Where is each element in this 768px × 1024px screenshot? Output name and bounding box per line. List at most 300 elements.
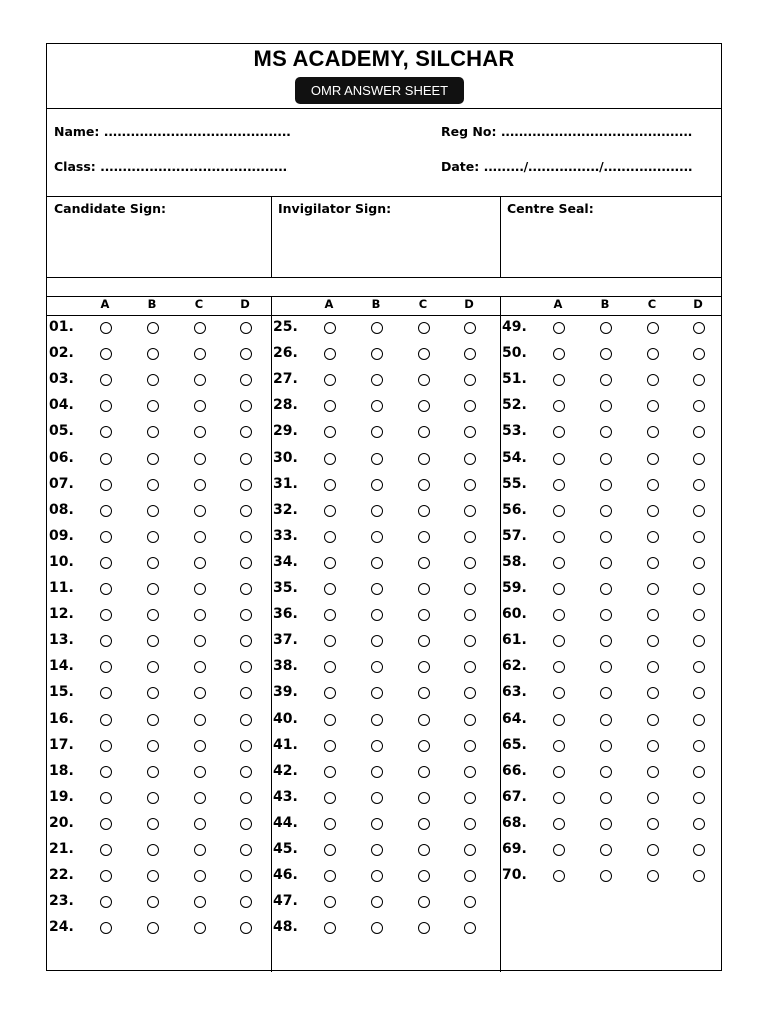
answer-bubble-6-d[interactable] [240, 453, 252, 465]
answer-bubble-36-b[interactable] [371, 609, 383, 621]
answer-bubble-22-a[interactable] [100, 870, 112, 882]
answer-bubble-58-b[interactable] [600, 557, 612, 569]
answer-bubble-15-b[interactable] [147, 687, 159, 699]
answer-bubble-39-a[interactable] [324, 687, 336, 699]
answer-bubble-63-a[interactable] [553, 687, 565, 699]
answer-bubble-37-d[interactable] [464, 635, 476, 647]
answer-bubble-51-d[interactable] [693, 374, 705, 386]
answer-bubble-23-d[interactable] [240, 896, 252, 908]
answer-bubble-32-a[interactable] [324, 505, 336, 517]
answer-bubble-43-d[interactable] [464, 792, 476, 804]
answer-bubble-9-c[interactable] [194, 531, 206, 543]
reg-no-field[interactable]: Reg No: ........................................... [441, 124, 693, 139]
answer-bubble-29-b[interactable] [371, 426, 383, 438]
class-blank[interactable]: .......................................... [100, 159, 287, 174]
answer-bubble-24-a[interactable] [100, 922, 112, 934]
answer-bubble-27-b[interactable] [371, 374, 383, 386]
answer-bubble-29-a[interactable] [324, 426, 336, 438]
answer-bubble-57-d[interactable] [693, 531, 705, 543]
answer-bubble-27-a[interactable] [324, 374, 336, 386]
answer-bubble-17-a[interactable] [100, 740, 112, 752]
answer-bubble-56-b[interactable] [600, 505, 612, 517]
answer-bubble-11-a[interactable] [100, 583, 112, 595]
answer-bubble-69-c[interactable] [647, 844, 659, 856]
answer-bubble-62-d[interactable] [693, 661, 705, 673]
answer-bubble-33-b[interactable] [371, 531, 383, 543]
answer-bubble-41-d[interactable] [464, 740, 476, 752]
answer-bubble-58-c[interactable] [647, 557, 659, 569]
answer-bubble-47-d[interactable] [464, 896, 476, 908]
answer-bubble-62-b[interactable] [600, 661, 612, 673]
answer-bubble-27-c[interactable] [418, 374, 430, 386]
answer-bubble-2-c[interactable] [194, 348, 206, 360]
answer-bubble-35-a[interactable] [324, 583, 336, 595]
answer-bubble-47-b[interactable] [371, 896, 383, 908]
answer-bubble-36-a[interactable] [324, 609, 336, 621]
answer-bubble-41-a[interactable] [324, 740, 336, 752]
answer-bubble-39-c[interactable] [418, 687, 430, 699]
answer-bubble-41-b[interactable] [371, 740, 383, 752]
answer-bubble-67-a[interactable] [553, 792, 565, 804]
question-number: 55. [502, 475, 527, 492]
answer-bubble-19-d[interactable] [240, 792, 252, 804]
name-field[interactable]: Name: .......................................... [54, 124, 291, 139]
date-blank[interactable]: ........./................/.................... [483, 159, 693, 174]
answer-bubble-55-d[interactable] [693, 479, 705, 491]
answer-bubble-59-d[interactable] [693, 583, 705, 595]
answer-bubble-70-c[interactable] [647, 870, 659, 882]
answer-bubble-22-c[interactable] [194, 870, 206, 882]
answer-bubble-37-c[interactable] [418, 635, 430, 647]
answer-bubble-23-b[interactable] [147, 896, 159, 908]
answer-bubble-31-b[interactable] [371, 479, 383, 491]
answer-bubble-44-d[interactable] [464, 818, 476, 830]
answer-bubble-35-d[interactable] [464, 583, 476, 595]
answer-bubble-35-b[interactable] [371, 583, 383, 595]
answer-bubble-3-c[interactable] [194, 374, 206, 386]
answer-bubble-68-c[interactable] [647, 818, 659, 830]
answer-bubble-10-c[interactable] [194, 557, 206, 569]
answer-bubble-19-c[interactable] [194, 792, 206, 804]
answer-bubble-41-c[interactable] [418, 740, 430, 752]
answer-bubble-43-a[interactable] [324, 792, 336, 804]
answer-bubble-7-b[interactable] [147, 479, 159, 491]
answer-bubble-70-d[interactable] [693, 870, 705, 882]
answer-bubble-8-d[interactable] [240, 505, 252, 517]
answer-bubble-34-a[interactable] [324, 557, 336, 569]
answer-bubble-54-a[interactable] [553, 453, 565, 465]
answer-bubble-47-c[interactable] [418, 896, 430, 908]
answer-bubble-65-c[interactable] [647, 740, 659, 752]
answer-bubble-4-c[interactable] [194, 400, 206, 412]
answer-bubble-37-b[interactable] [371, 635, 383, 647]
answer-bubble-69-d[interactable] [693, 844, 705, 856]
answer-bubble-46-b[interactable] [371, 870, 383, 882]
answer-bubble-24-d[interactable] [240, 922, 252, 934]
answer-bubble-66-b[interactable] [600, 766, 612, 778]
answer-bubble-56-a[interactable] [553, 505, 565, 517]
answer-bubble-36-d[interactable] [464, 609, 476, 621]
answer-bubble-14-d[interactable] [240, 661, 252, 673]
answer-bubble-24-b[interactable] [147, 922, 159, 934]
answer-bubble-55-c[interactable] [647, 479, 659, 491]
answer-bubble-69-a[interactable] [553, 844, 565, 856]
answer-bubble-48-c[interactable] [418, 922, 430, 934]
answer-bubble-9-d[interactable] [240, 531, 252, 543]
answer-bubble-46-c[interactable] [418, 870, 430, 882]
answer-bubble-44-a[interactable] [324, 818, 336, 830]
answer-bubble-60-d[interactable] [693, 609, 705, 621]
answer-bubble-25-c[interactable] [418, 322, 430, 334]
answer-bubble-12-b[interactable] [147, 609, 159, 621]
name-blank[interactable]: .......................................... [103, 124, 291, 139]
answer-bubble-5-d[interactable] [240, 426, 252, 438]
answer-bubble-39-b[interactable] [371, 687, 383, 699]
answer-bubble-49-c[interactable] [647, 322, 659, 334]
answer-bubble-14-b[interactable] [147, 661, 159, 673]
answer-bubble-1-c[interactable] [194, 322, 206, 334]
answer-bubble-30-b[interactable] [371, 453, 383, 465]
answer-bubble-52-a[interactable] [553, 400, 565, 412]
answer-bubble-52-d[interactable] [693, 400, 705, 412]
answer-bubble-15-a[interactable] [100, 687, 112, 699]
answer-bubble-7-a[interactable] [100, 479, 112, 491]
answer-bubble-62-c[interactable] [647, 661, 659, 673]
answer-bubble-18-a[interactable] [100, 766, 112, 778]
answer-bubble-4-d[interactable] [240, 400, 252, 412]
answer-bubble-45-a[interactable] [324, 844, 336, 856]
answer-bubble-26-c[interactable] [418, 348, 430, 360]
answer-bubble-26-b[interactable] [371, 348, 383, 360]
answer-bubble-50-a[interactable] [553, 348, 565, 360]
answer-bubble-16-b[interactable] [147, 714, 159, 726]
answer-bubble-22-d[interactable] [240, 870, 252, 882]
answer-bubble-11-c[interactable] [194, 583, 206, 595]
answer-bubble-44-c[interactable] [418, 818, 430, 830]
answer-bubble-31-d[interactable] [464, 479, 476, 491]
answer-bubble-34-b[interactable] [371, 557, 383, 569]
answer-bubble-17-b[interactable] [147, 740, 159, 752]
question-number: 14. [49, 658, 74, 675]
answer-bubble-40-a[interactable] [324, 714, 336, 726]
answer-bubble-22-b[interactable] [147, 870, 159, 882]
answer-bubble-34-c[interactable] [418, 557, 430, 569]
answer-bubble-20-b[interactable] [147, 818, 159, 830]
answer-bubble-65-a[interactable] [553, 740, 565, 752]
answer-bubble-42-c[interactable] [418, 766, 430, 778]
answer-bubble-28-d[interactable] [464, 400, 476, 412]
answer-bubble-1-a[interactable] [100, 322, 112, 334]
answer-bubble-66-d[interactable] [693, 766, 705, 778]
answer-bubble-9-a[interactable] [100, 531, 112, 543]
answer-bubble-17-c[interactable] [194, 740, 206, 752]
answer-bubble-70-b[interactable] [600, 870, 612, 882]
answer-bubble-24-c[interactable] [194, 922, 206, 934]
answer-bubble-55-b[interactable] [600, 479, 612, 491]
answer-bubble-53-c[interactable] [647, 426, 659, 438]
answer-bubble-25-b[interactable] [371, 322, 383, 334]
answer-bubble-64-d[interactable] [693, 714, 705, 726]
answer-bubble-11-d[interactable] [240, 583, 252, 595]
answer-bubble-33-a[interactable] [324, 531, 336, 543]
answer-bubble-42-a[interactable] [324, 766, 336, 778]
candidate-sign-box[interactable] [47, 197, 271, 277]
answer-bubble-10-b[interactable] [147, 557, 159, 569]
answer-bubble-54-d[interactable] [693, 453, 705, 465]
answer-bubble-49-b[interactable] [600, 322, 612, 334]
answer-bubble-56-d[interactable] [693, 505, 705, 517]
answer-bubble-68-d[interactable] [693, 818, 705, 830]
answer-bubble-6-b[interactable] [147, 453, 159, 465]
answer-bubble-65-b[interactable] [600, 740, 612, 752]
answer-bubble-38-a[interactable] [324, 661, 336, 673]
answer-bubble-2-b[interactable] [147, 348, 159, 360]
answer-bubble-38-d[interactable] [464, 661, 476, 673]
answer-bubble-13-b[interactable] [147, 635, 159, 647]
answer-bubble-46-a[interactable] [324, 870, 336, 882]
answer-bubble-60-b[interactable] [600, 609, 612, 621]
answer-bubble-54-c[interactable] [647, 453, 659, 465]
answer-bubble-65-d[interactable] [693, 740, 705, 752]
answer-bubble-62-a[interactable] [553, 661, 565, 673]
answer-bubble-61-d[interactable] [693, 635, 705, 647]
class-field[interactable]: Class: .......................................... [54, 159, 287, 174]
answer-bubble-40-d[interactable] [464, 714, 476, 726]
answer-bubble-13-c[interactable] [194, 635, 206, 647]
answer-bubble-66-c[interactable] [647, 766, 659, 778]
answer-bubble-38-b[interactable] [371, 661, 383, 673]
answer-bubble-63-b[interactable] [600, 687, 612, 699]
answer-bubble-13-a[interactable] [100, 635, 112, 647]
answer-bubble-4-b[interactable] [147, 400, 159, 412]
answer-bubble-51-b[interactable] [600, 374, 612, 386]
answer-bubble-32-d[interactable] [464, 505, 476, 517]
answer-bubble-60-c[interactable] [647, 609, 659, 621]
answer-bubble-63-c[interactable] [647, 687, 659, 699]
answer-bubble-53-a[interactable] [553, 426, 565, 438]
answer-bubble-10-a[interactable] [100, 557, 112, 569]
answer-bubble-60-a[interactable] [553, 609, 565, 621]
answer-bubble-44-b[interactable] [371, 818, 383, 830]
answer-bubble-42-b[interactable] [371, 766, 383, 778]
answer-bubble-33-c[interactable] [418, 531, 430, 543]
answer-bubble-5-a[interactable] [100, 426, 112, 438]
answer-bubble-52-b[interactable] [600, 400, 612, 412]
answer-bubble-26-a[interactable] [324, 348, 336, 360]
answer-bubble-67-b[interactable] [600, 792, 612, 804]
answer-bubble-12-a[interactable] [100, 609, 112, 621]
answer-bubble-15-c[interactable] [194, 687, 206, 699]
answer-bubble-55-a[interactable] [553, 479, 565, 491]
answer-bubble-7-c[interactable] [194, 479, 206, 491]
answer-bubble-10-d[interactable] [240, 557, 252, 569]
answer-bubble-1-d[interactable] [240, 322, 252, 334]
answer-bubble-21-d[interactable] [240, 844, 252, 856]
question-number: 66. [502, 762, 527, 779]
question-number: 36. [273, 606, 298, 623]
answer-bubble-23-c[interactable] [194, 896, 206, 908]
answer-bubble-20-d[interactable] [240, 818, 252, 830]
answer-bubble-23-a[interactable] [100, 896, 112, 908]
answer-bubble-57-a[interactable] [553, 531, 565, 543]
answer-bubble-59-b[interactable] [600, 583, 612, 595]
answer-bubble-28-b[interactable] [371, 400, 383, 412]
answer-bubble-3-a[interactable] [100, 374, 112, 386]
invigilator-sign-box[interactable] [271, 197, 500, 277]
answer-bubble-14-c[interactable] [194, 661, 206, 673]
answer-bubble-25-a[interactable] [324, 322, 336, 334]
answer-bubble-57-c[interactable] [647, 531, 659, 543]
answer-bubble-68-b[interactable] [600, 818, 612, 830]
answer-bubble-7-d[interactable] [240, 479, 252, 491]
answer-bubble-50-d[interactable] [693, 348, 705, 360]
answer-bubble-31-a[interactable] [324, 479, 336, 491]
answer-bubble-45-d[interactable] [464, 844, 476, 856]
date-field[interactable]: Date: ........./................/.................... [441, 159, 693, 174]
answer-bubble-18-d[interactable] [240, 766, 252, 778]
answer-bubble-17-d[interactable] [240, 740, 252, 752]
answer-bubble-28-a[interactable] [324, 400, 336, 412]
answer-bubble-48-d[interactable] [464, 922, 476, 934]
answer-bubble-48-b[interactable] [371, 922, 383, 934]
answer-bubble-64-a[interactable] [553, 714, 565, 726]
answer-bubble-64-b[interactable] [600, 714, 612, 726]
answer-bubble-19-a[interactable] [100, 792, 112, 804]
answer-bubble-5-b[interactable] [147, 426, 159, 438]
answer-bubble-13-d[interactable] [240, 635, 252, 647]
answer-bubble-12-d[interactable] [240, 609, 252, 621]
answer-bubble-35-c[interactable] [418, 583, 430, 595]
answer-bubble-2-d[interactable] [240, 348, 252, 360]
answer-bubble-31-c[interactable] [418, 479, 430, 491]
answer-bubble-58-a[interactable] [553, 557, 565, 569]
answer-bubble-53-d[interactable] [693, 426, 705, 438]
answer-bubble-2-a[interactable] [100, 348, 112, 360]
answer-bubble-56-c[interactable] [647, 505, 659, 517]
answer-bubble-40-c[interactable] [418, 714, 430, 726]
answer-bubble-6-c[interactable] [194, 453, 206, 465]
answer-bubble-64-c[interactable] [647, 714, 659, 726]
answer-bubble-27-d[interactable] [464, 374, 476, 386]
answer-bubble-51-c[interactable] [647, 374, 659, 386]
answer-bubble-19-b[interactable] [147, 792, 159, 804]
answer-bubble-36-c[interactable] [418, 609, 430, 621]
answer-bubble-30-a[interactable] [324, 453, 336, 465]
answer-bubble-38-c[interactable] [418, 661, 430, 673]
answer-bubble-33-d[interactable] [464, 531, 476, 543]
answer-bubble-61-a[interactable] [553, 635, 565, 647]
answer-bubble-11-b[interactable] [147, 583, 159, 595]
answer-bubble-45-c[interactable] [418, 844, 430, 856]
answer-bubble-63-d[interactable] [693, 687, 705, 699]
answer-bubble-25-d[interactable] [464, 322, 476, 334]
answer-bubble-32-b[interactable] [371, 505, 383, 517]
answer-bubble-52-c[interactable] [647, 400, 659, 412]
answer-bubble-54-b[interactable] [600, 453, 612, 465]
answer-bubble-59-c[interactable] [647, 583, 659, 595]
answer-bubble-29-d[interactable] [464, 426, 476, 438]
answer-bubble-16-c[interactable] [194, 714, 206, 726]
answer-bubble-42-d[interactable] [464, 766, 476, 778]
answer-bubble-59-a[interactable] [553, 583, 565, 595]
answer-bubble-21-b[interactable] [147, 844, 159, 856]
answer-bubble-3-b[interactable] [147, 374, 159, 386]
answer-bubble-18-b[interactable] [147, 766, 159, 778]
answer-bubble-20-a[interactable] [100, 818, 112, 830]
divider [47, 315, 721, 316]
answer-bubble-39-d[interactable] [464, 687, 476, 699]
answer-bubble-68-a[interactable] [553, 818, 565, 830]
answer-bubble-15-d[interactable] [240, 687, 252, 699]
answer-bubble-16-d[interactable] [240, 714, 252, 726]
answer-bubble-30-d[interactable] [464, 453, 476, 465]
answer-bubble-58-d[interactable] [693, 557, 705, 569]
answer-bubble-12-c[interactable] [194, 609, 206, 621]
answer-bubble-49-a[interactable] [553, 322, 565, 334]
answer-bubble-45-b[interactable] [371, 844, 383, 856]
answer-bubble-49-d[interactable] [693, 322, 705, 334]
answer-bubble-3-d[interactable] [240, 374, 252, 386]
answer-bubble-48-a[interactable] [324, 922, 336, 934]
answer-bubble-29-c[interactable] [418, 426, 430, 438]
answer-bubble-8-b[interactable] [147, 505, 159, 517]
answer-bubble-51-a[interactable] [553, 374, 565, 386]
candidate-sign-label: Candidate Sign: [54, 201, 167, 216]
answer-bubble-8-a[interactable] [100, 505, 112, 517]
answer-bubble-53-b[interactable] [600, 426, 612, 438]
answer-bubble-1-b[interactable] [147, 322, 159, 334]
question-number: 04. [49, 397, 74, 414]
question-number: 38. [273, 658, 298, 675]
answer-bubble-43-c[interactable] [418, 792, 430, 804]
answer-bubble-67-d[interactable] [693, 792, 705, 804]
answer-bubble-5-c[interactable] [194, 426, 206, 438]
answer-bubble-61-b[interactable] [600, 635, 612, 647]
answer-bubble-61-c[interactable] [647, 635, 659, 647]
answer-bubble-57-b[interactable] [600, 531, 612, 543]
answer-bubble-47-a[interactable] [324, 896, 336, 908]
answer-bubble-43-b[interactable] [371, 792, 383, 804]
answer-bubble-66-a[interactable] [553, 766, 565, 778]
answer-bubble-40-b[interactable] [371, 714, 383, 726]
centre-seal-box[interactable] [500, 197, 723, 277]
answer-bubble-46-d[interactable] [464, 870, 476, 882]
question-number: 50. [502, 345, 527, 362]
reg-no-blank[interactable]: ........................................... [500, 124, 693, 139]
answer-bubble-21-a[interactable] [100, 844, 112, 856]
answer-bubble-14-a[interactable] [100, 661, 112, 673]
answer-bubble-28-c[interactable] [418, 400, 430, 412]
answer-bubble-32-c[interactable] [418, 505, 430, 517]
answer-bubble-67-c[interactable] [647, 792, 659, 804]
answer-bubble-50-b[interactable] [600, 348, 612, 360]
answer-bubble-20-c[interactable] [194, 818, 206, 830]
answer-bubble-8-c[interactable] [194, 505, 206, 517]
answer-bubble-30-c[interactable] [418, 453, 430, 465]
answer-bubble-69-b[interactable] [600, 844, 612, 856]
answer-bubble-26-d[interactable] [464, 348, 476, 360]
answer-bubble-9-b[interactable] [147, 531, 159, 543]
answer-bubble-6-a[interactable] [100, 453, 112, 465]
answer-bubble-50-c[interactable] [647, 348, 659, 360]
answer-bubble-18-c[interactable] [194, 766, 206, 778]
answer-bubble-4-a[interactable] [100, 400, 112, 412]
answer-bubble-70-a[interactable] [553, 870, 565, 882]
answer-bubble-16-a[interactable] [100, 714, 112, 726]
answer-bubble-21-c[interactable] [194, 844, 206, 856]
answer-bubble-37-a[interactable] [324, 635, 336, 647]
answer-bubble-34-d[interactable] [464, 557, 476, 569]
